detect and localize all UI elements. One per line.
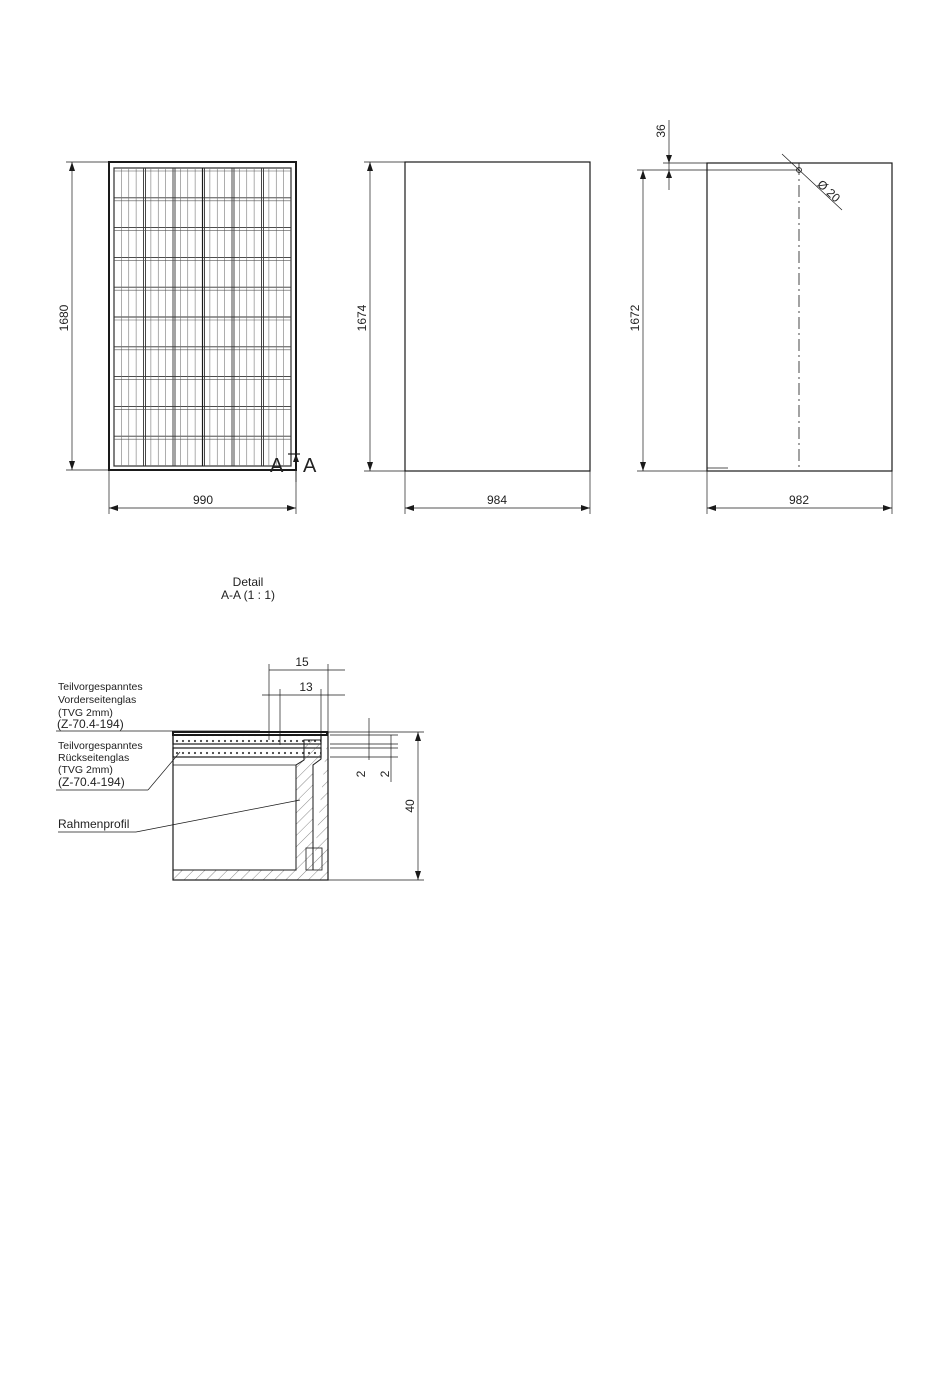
back-height-dim-text: 1674 [355, 304, 369, 332]
back-panel [405, 162, 590, 471]
front-height-dim-text: 1680 [57, 304, 71, 332]
arrow-head [415, 732, 421, 741]
detail-top-edge [173, 732, 327, 735]
section-marker-left: A [270, 455, 284, 477]
offset-dim-text: 36 [654, 124, 668, 138]
detail-section [56, 575, 424, 880]
front-view [57, 162, 317, 514]
arrow-head [69, 461, 75, 470]
arrow-head [367, 162, 373, 171]
front-glass-line-1: Teilvorgespanntes [58, 681, 143, 693]
back-glass-line-4: (Z-70.4-194) [58, 775, 125, 789]
detail-title: Detail [232, 575, 264, 589]
side-view [628, 120, 892, 514]
front-glass-line-3: (TVG 2mm) [58, 707, 113, 719]
back-width-dim-text: 984 [486, 493, 508, 507]
arrow-head [367, 462, 373, 471]
side-panel [707, 163, 892, 471]
detail-subtitle: A-A (1 : 1) [220, 588, 276, 602]
solar-cell-grid [114, 168, 291, 466]
detail-dim-40: 40 [403, 799, 417, 813]
arrow-head [666, 155, 672, 163]
arrow-head [287, 505, 296, 511]
front-glass-line-4: (Z-70.4-194) [57, 717, 124, 731]
back-glass-leader [148, 752, 180, 790]
section-marker-right: A [303, 455, 317, 477]
front-glass-line-2: Vorderseitenglas [58, 694, 137, 706]
frame-label: Rahmenprofil [58, 817, 130, 831]
back-glass-line-3: (TVG 2mm) [58, 764, 113, 776]
arrow-head [109, 505, 118, 511]
frame-leader [136, 800, 300, 832]
side-width-dim-text: 982 [788, 493, 810, 507]
arrow-head [666, 170, 672, 178]
back-glass-line-2: Rückseitenglas [58, 752, 130, 764]
detail-back-glass [173, 748, 321, 757]
section-arrow-head [293, 454, 299, 462]
detail-dim-2b: 2 [378, 770, 392, 778]
arrow-head [707, 505, 716, 511]
detail-dim-13: 13 [299, 680, 313, 694]
arrow-head [883, 505, 892, 511]
arrow-head [581, 505, 590, 511]
detail-dim-15: 15 [295, 655, 309, 669]
arrow-head [69, 162, 75, 171]
front-width-dim-text: 990 [192, 493, 214, 507]
arrow-head [640, 170, 646, 179]
arrow-head [415, 871, 421, 880]
detail-front-glass [173, 735, 321, 744]
diameter-dim-text: Ø 20 [814, 177, 844, 206]
detail-dim-2a: 2 [354, 770, 368, 778]
side-height-dim-text: 1672 [628, 304, 642, 332]
arrow-head [640, 462, 646, 471]
arrow-head [405, 505, 414, 511]
back-view [355, 162, 590, 514]
back-glass-line-1: Teilvorgespanntes [58, 740, 143, 752]
